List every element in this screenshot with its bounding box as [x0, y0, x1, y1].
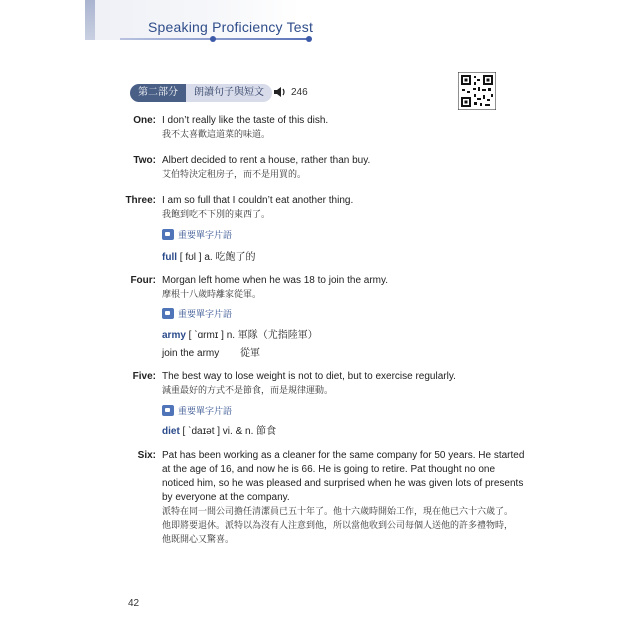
- sentence-chinese: 減重最好的方式不是節食，而是規律運動。: [162, 385, 334, 395]
- passage-chinese-line: 他既開心又驚喜。: [162, 534, 235, 544]
- vocab-word: full: [162, 252, 177, 263]
- section-tag: [130, 84, 272, 102]
- phrase-english: join the army: [162, 348, 220, 359]
- sentence-english: Albert decided to rent a house, rather than buy.: [162, 155, 371, 166]
- vocab-entry: [162, 422, 276, 437]
- vocab-entry: [162, 248, 255, 263]
- page-header-title: Speaking Proficiency Test: [148, 19, 314, 35]
- passage-chinese-line: 他即將要退休。派特以為沒有人注意到他，所以當他收到公司每個人送他的許多禮物時，: [162, 520, 514, 530]
- tag-icon: [162, 405, 174, 416]
- passage-chinese-line: 派特在同一間公司擔任清潔員已五十年了。他十六歲時開始工作，現在他已六十六歲了。: [162, 506, 514, 516]
- vocab-header: [162, 307, 232, 320]
- sentence-english: Morgan left home when he was 18 to join the army.: [162, 275, 389, 286]
- vocab-definition: [ fʊl ] a. 吃飽了的: [177, 252, 256, 263]
- vocab-header-label: 重要單字片語: [178, 406, 233, 416]
- header-dot: [306, 36, 312, 42]
- passage-english-line: noticed him, so he was pleased and surprised when he was given lots of presents: [162, 478, 524, 489]
- item-label: Two:: [133, 155, 156, 166]
- item-label: Six:: [137, 450, 156, 461]
- qr-code: [458, 72, 496, 110]
- sentence-chinese: 艾伯特決定租房子，而不是用買的。: [162, 169, 307, 179]
- sentence-chinese: 摩根十八歲時離家從軍。: [162, 289, 262, 299]
- vocab-entry: [162, 326, 318, 341]
- passage-english-line: at the age of 16, and now he is 66. He is going to retire. Pat thought no one: [162, 464, 496, 475]
- item-label: Five:: [132, 371, 156, 382]
- passage-english-line: Pat has been working as a cleaner for the same company for 50 years. He started: [162, 450, 525, 461]
- sentence-chinese: 我飽到吃不下別的東西了。: [162, 209, 271, 219]
- item-label: One:: [133, 115, 156, 126]
- section-name-label: 朗讀句子與短文: [186, 84, 272, 102]
- header-accent-bar: [85, 0, 95, 40]
- audio-track[interactable]: [273, 86, 308, 98]
- sentence-chinese: 我不太喜歡這道菜的味道。: [162, 129, 271, 139]
- vocab-word: diet: [162, 426, 180, 437]
- item-label: Four:: [130, 275, 156, 286]
- vocab-word: army: [162, 330, 186, 341]
- vocab-header-label: 重要單字片語: [178, 230, 233, 240]
- vocab-definition: [ ˋdaɪət ] vi. & n. 節食: [179, 426, 277, 437]
- header-dot: [210, 36, 216, 42]
- vocab-header: [162, 404, 232, 417]
- vocab-header: [162, 228, 232, 241]
- section-part-label: 第二部分: [130, 84, 186, 102]
- tag-icon: [162, 308, 174, 319]
- item-label: Three:: [125, 195, 156, 206]
- audio-track-number: 246: [291, 86, 308, 98]
- sentence-english: I don’t really like the taste of this dish.: [162, 115, 329, 126]
- sentence-english: The best way to lose weight is not to diet, but to exercise regularly.: [162, 371, 456, 382]
- page-number: 42: [128, 598, 140, 609]
- speaker-icon: [273, 86, 287, 98]
- tag-icon: [162, 229, 174, 240]
- phrase-entry: [162, 344, 260, 359]
- passage-english-line: by everyone at the company.: [162, 492, 290, 503]
- sentence-english: I am so full that I couldn’t eat another thing.: [162, 195, 354, 206]
- vocab-header-label: 重要單字片語: [178, 309, 233, 319]
- phrase-chinese: 從軍: [240, 348, 261, 359]
- vocab-definition: [ ˋɑrmɪ ] n. 軍隊（尤指陸軍）: [185, 330, 318, 341]
